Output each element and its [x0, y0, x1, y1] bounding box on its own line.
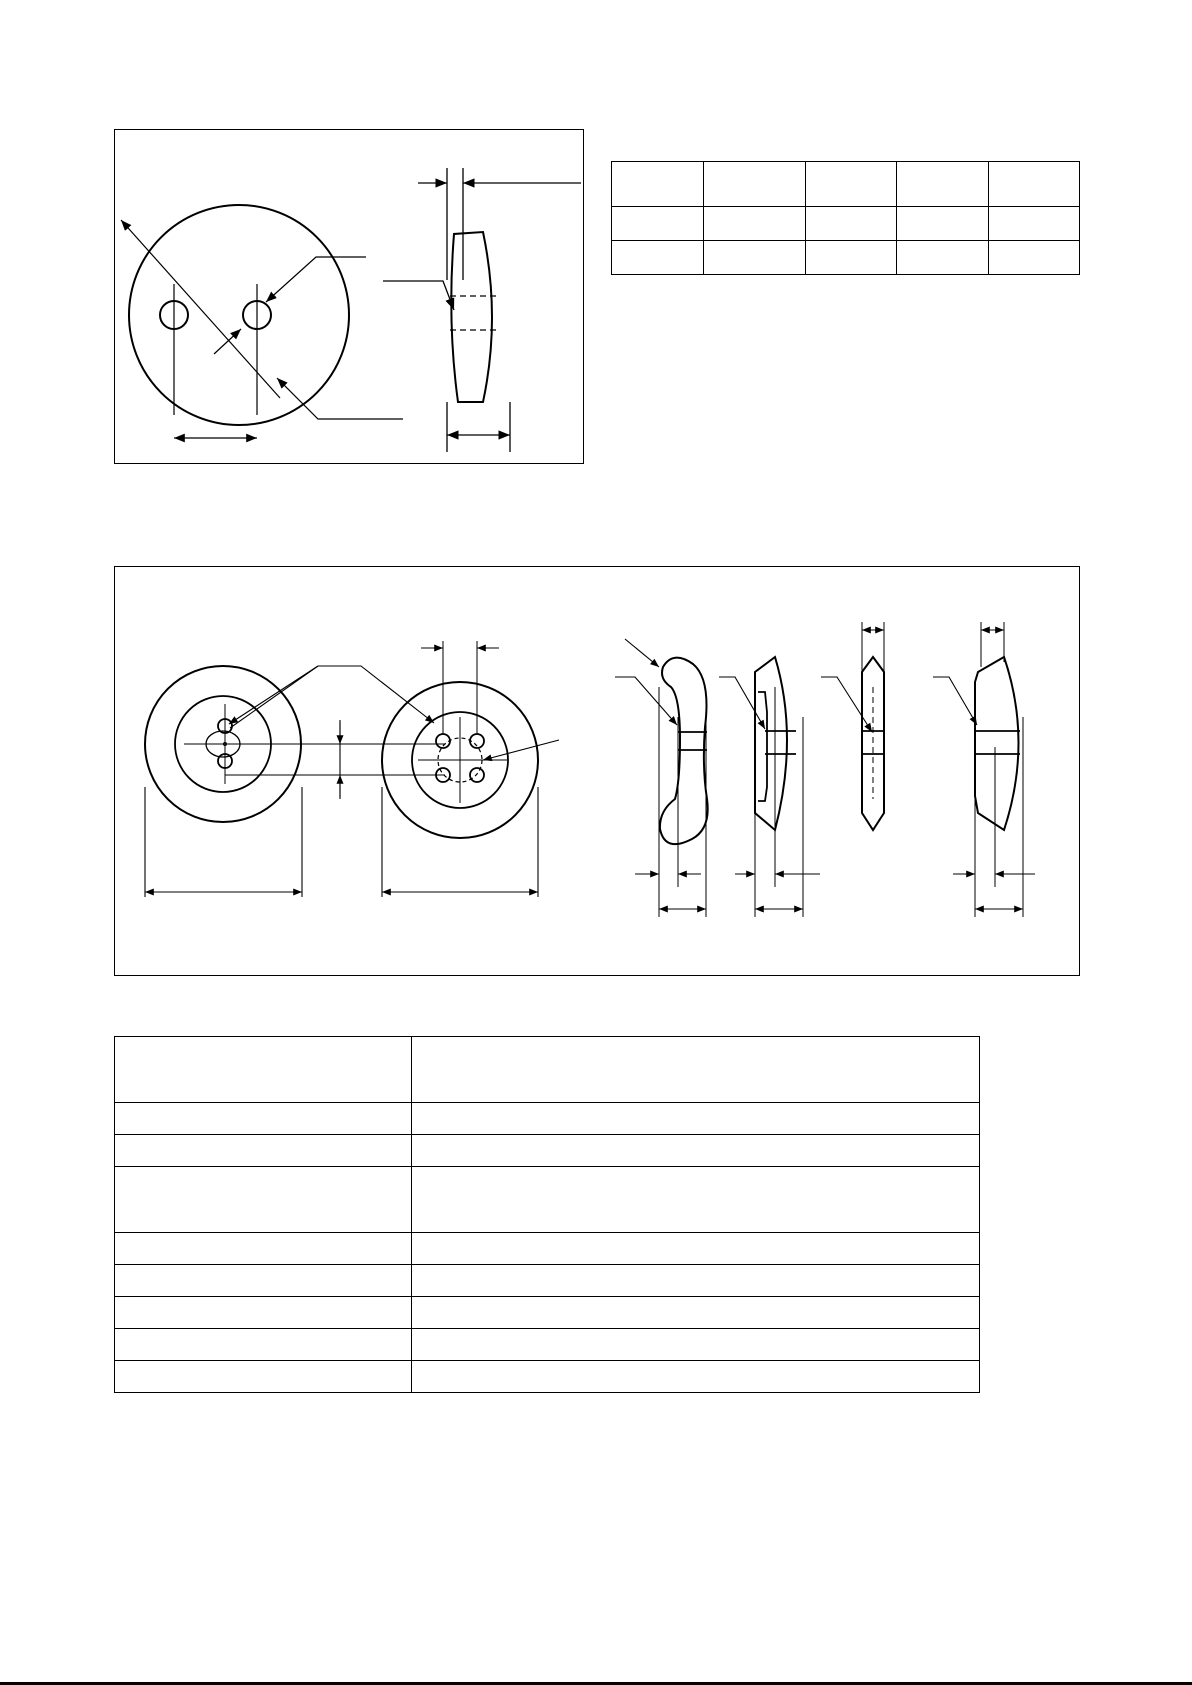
size-table-row — [612, 241, 1080, 275]
size-table-cell — [988, 241, 1079, 275]
size-table-header-cell — [805, 162, 896, 207]
size-table-cell — [805, 241, 896, 275]
profile-plano-convex — [933, 622, 1035, 917]
size-table-cell — [897, 241, 988, 275]
spec-table-row — [115, 1037, 980, 1103]
size-table-header-cell — [988, 162, 1079, 207]
spec-table-value-cell — [412, 1361, 980, 1393]
side-profile-outline — [451, 232, 492, 402]
spec-table — [114, 1036, 980, 1393]
spec-table-value-cell — [412, 1037, 980, 1103]
size-table-cell — [897, 207, 988, 241]
thread-hole-br — [470, 768, 484, 782]
rim-callout-leader — [277, 378, 403, 419]
side-surface-leader — [383, 281, 454, 310]
size-table-header-cell — [612, 162, 704, 207]
size-table-cell — [704, 207, 805, 241]
spec-table-key-cell — [115, 1037, 412, 1103]
spec-table-value-cell — [412, 1265, 980, 1297]
spec-table-value-cell — [412, 1167, 980, 1233]
size-table-cell — [805, 207, 896, 241]
size-table-cell — [704, 241, 805, 275]
size-table-cell — [988, 207, 1079, 241]
spec-table-row — [115, 1265, 980, 1297]
profile-biconvex — [821, 622, 884, 830]
thread-hole-tl — [436, 734, 450, 748]
spec-table-value-cell — [412, 1297, 980, 1329]
two-hole-button-drawing — [114, 129, 584, 464]
spec-table-row — [115, 1135, 980, 1167]
spec-table-key-cell — [115, 1297, 412, 1329]
size-table — [611, 161, 1080, 275]
size-table-row — [612, 207, 1080, 241]
surface-leader — [719, 677, 765, 729]
boss-leader-line — [483, 740, 559, 760]
spec-table-row — [115, 1233, 980, 1265]
size-table-header-row — [612, 162, 1080, 207]
spec-table-key-cell — [115, 1135, 412, 1167]
size-table-header-cell — [897, 162, 988, 207]
front-view-four-hole — [382, 641, 559, 897]
front-view-two-hole — [145, 666, 302, 897]
recess-outline — [758, 692, 767, 801]
spec-table-value-cell — [412, 1103, 980, 1135]
spec-table-key-cell — [115, 1167, 412, 1233]
profile-plano-convex-outline — [975, 657, 1019, 830]
spec-table-key-cell — [115, 1233, 412, 1265]
spec-table-key-cell — [115, 1265, 412, 1297]
spec-table-row — [115, 1103, 980, 1135]
profile-domed-outline — [755, 657, 787, 830]
two-hole-button-svg — [115, 130, 585, 465]
spec-table-row — [115, 1167, 980, 1233]
spec-table-key-cell — [115, 1361, 412, 1393]
button-types-drawing — [114, 566, 1080, 976]
size-table-cell — [612, 241, 704, 275]
surface-leader — [933, 677, 977, 725]
spec-table-value-cell — [412, 1135, 980, 1167]
surface-leader-top — [625, 639, 659, 667]
button-outline-circle — [129, 205, 349, 425]
spec-table-key-cell — [115, 1329, 412, 1361]
profile-curved — [615, 639, 708, 917]
spec-table-value-cell — [412, 1233, 980, 1265]
size-table-header-cell — [704, 162, 805, 207]
profile-curved-outline — [660, 658, 708, 844]
surface-leader — [821, 677, 872, 732]
holes-callout-leader-left — [229, 666, 318, 724]
spec-table-row — [115, 1329, 980, 1361]
profile-biconvex-outline — [862, 657, 884, 830]
profile-domed-recess — [719, 657, 820, 917]
spec-table-key-cell — [115, 1103, 412, 1135]
spec-table-row — [115, 1297, 980, 1329]
hole-callout-leader — [266, 257, 366, 302]
spec-table-value-cell — [412, 1329, 980, 1361]
button-types-svg — [115, 567, 1081, 977]
size-table-cell — [612, 207, 704, 241]
spec-table-row — [115, 1361, 980, 1393]
